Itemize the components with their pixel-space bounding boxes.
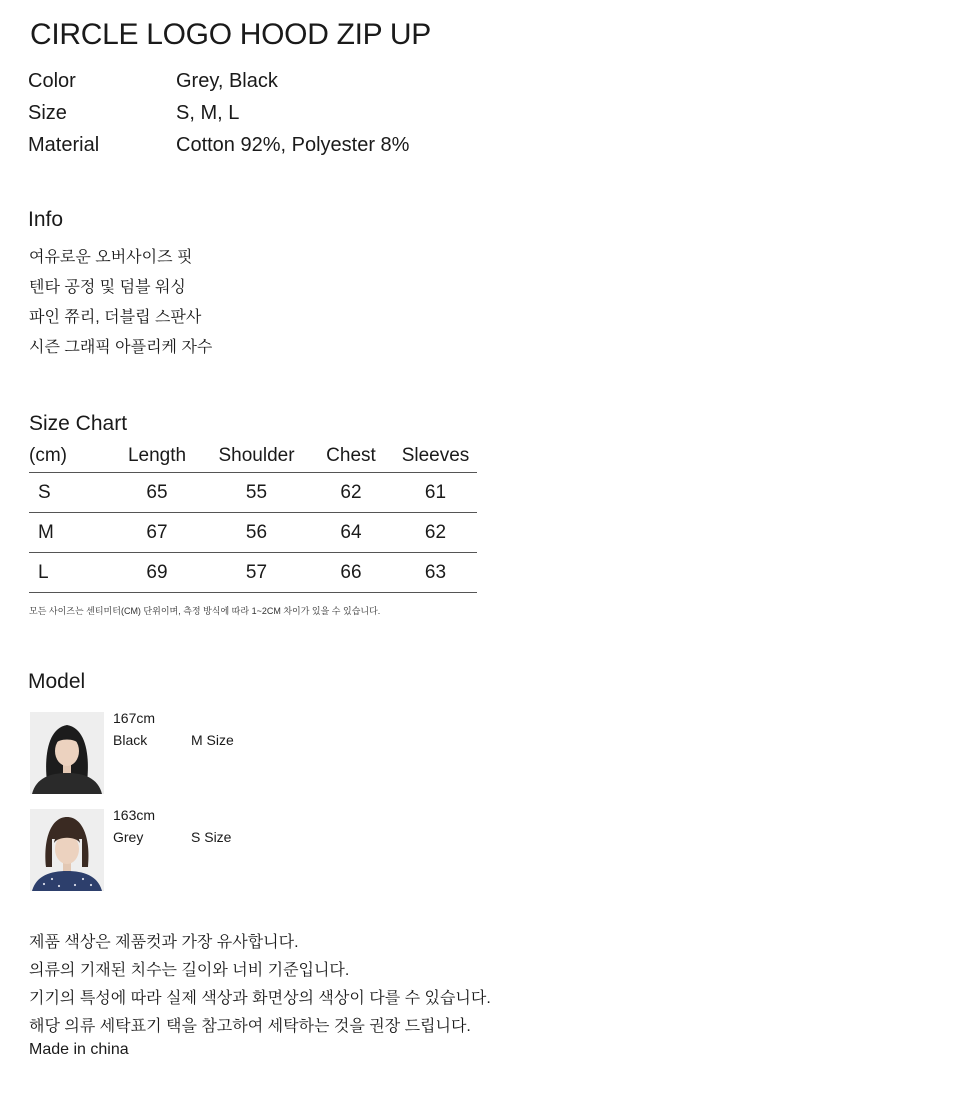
- table-cell: 65: [109, 473, 205, 513]
- table-cell: 56: [205, 513, 308, 553]
- column-header-length: Length: [109, 439, 205, 473]
- model-portrait-icon: [30, 809, 104, 891]
- footer-note: 해당 의류 세탁표기 택을 참고하여 세탁하는 것을 권장 드립니다.: [29, 1018, 471, 1035]
- spec-row-size: [28, 102, 239, 125]
- table-cell: 57: [205, 553, 308, 593]
- model-photo: [30, 809, 104, 891]
- size-chart-note: 모든 사이즈는 센티미터(CM) 단위이며, 측정 방식에 따라 1~2CM 차이가 있을 수 있습니다.: [29, 606, 381, 616]
- model-color: Grey: [113, 829, 144, 845]
- info-line: 텐타 공정 및 덤블 워싱: [29, 279, 186, 296]
- spec-label: Material: [28, 134, 100, 156]
- footer-note: 의류의 기재된 치수는 길이와 너비 기준입니다.: [29, 962, 350, 979]
- spec-row-material: [28, 134, 409, 157]
- table-row: [29, 473, 477, 513]
- table-cell: 62: [394, 513, 477, 553]
- table-cell: 67: [109, 513, 205, 553]
- model-color: Black: [113, 732, 148, 748]
- info-heading: Info: [28, 208, 64, 231]
- model-heading: Model: [28, 670, 86, 693]
- origin-note: Made in china: [29, 1041, 129, 1058]
- info-line: 시즌 그래픽 아플리케 자수: [29, 339, 213, 356]
- model-portrait-icon: [30, 712, 104, 794]
- size-chart-heading: Size Chart: [29, 412, 128, 435]
- table-row: [29, 553, 477, 593]
- model-size: S Size: [191, 829, 232, 845]
- info-line: 파인 쮸리, 더블립 스판사: [29, 309, 202, 326]
- column-header-unit: (cm): [29, 439, 109, 473]
- product-title: CIRCLE LOGO HOOD ZIP UP: [30, 18, 431, 51]
- table-cell: 69: [109, 553, 205, 593]
- table-cell: 61: [394, 473, 477, 513]
- column-header-chest: Chest: [308, 439, 394, 473]
- spec-value: Cotton 92%, Polyester 8%: [176, 134, 410, 156]
- model-height: 163cm: [113, 807, 156, 823]
- info-line: 여유로운 오버사이즈 핏: [29, 249, 193, 266]
- model-photo: [30, 712, 104, 794]
- table-header-row: [29, 439, 477, 473]
- table-cell: M: [29, 513, 109, 553]
- spec-row-color: [28, 70, 278, 93]
- table-row: [29, 513, 477, 553]
- spec-value: Grey, Black: [176, 70, 278, 92]
- size-chart-table: [29, 439, 477, 593]
- footer-note: 제품 색상은 제품컷과 가장 유사합니다.: [29, 934, 299, 951]
- column-header-shoulder: Shoulder: [205, 439, 308, 473]
- table-cell: 63: [394, 553, 477, 593]
- spec-label: Size: [28, 102, 67, 124]
- spec-label: Color: [28, 70, 76, 92]
- model-size: M Size: [191, 732, 234, 748]
- table-cell: L: [29, 553, 109, 593]
- footer-note: 기기의 특성에 따라 실제 색상과 화면상의 색상이 다를 수 있습니다.: [29, 990, 491, 1007]
- table-cell: S: [29, 473, 109, 513]
- table-cell: 66: [308, 553, 394, 593]
- table-cell: 64: [308, 513, 394, 553]
- table-cell: 55: [205, 473, 308, 513]
- model-height: 167cm: [113, 710, 156, 726]
- spec-value: S, M, L: [176, 102, 240, 124]
- column-header-sleeves: Sleeves: [394, 439, 477, 473]
- table-cell: 62: [308, 473, 394, 513]
